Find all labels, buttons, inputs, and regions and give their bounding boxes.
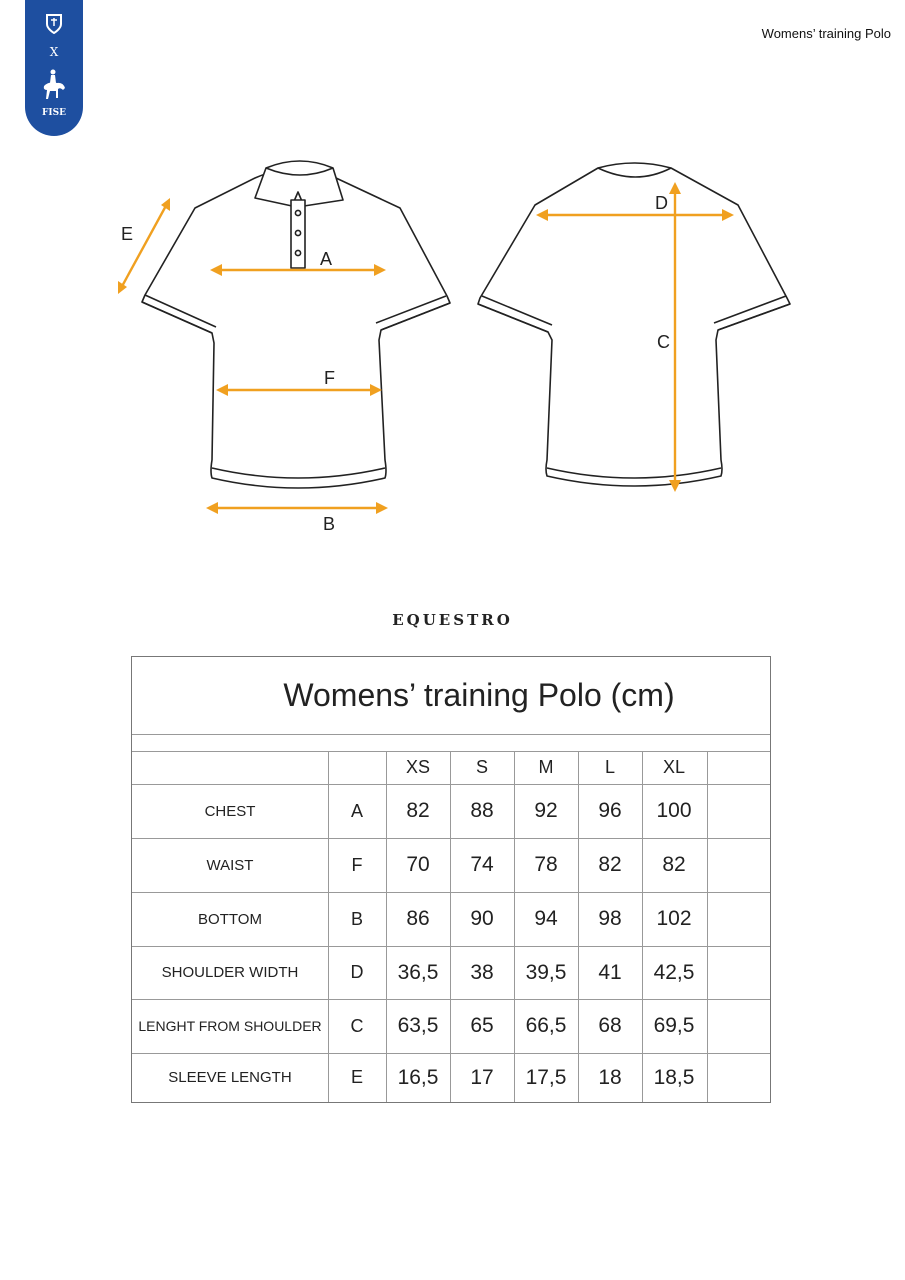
table-cell: 38 [470,960,494,984]
table-cell: 17 [470,1065,494,1089]
label-f: F [324,368,335,388]
table-cell: 39,5 [525,960,567,984]
table-cell: 82 [598,853,622,876]
row-name-bottom: BOTTOM [198,910,262,928]
label-a: A [320,249,333,269]
table-cell: 100 [656,799,692,822]
row-code-waist: F [351,854,363,875]
label-e: E [121,224,134,244]
table-cell: 68 [598,1014,622,1037]
table-cell: 90 [470,907,494,930]
polo-diagram [0,0,905,560]
table-cell: 36,5 [397,960,439,984]
table-cell: 69,5 [653,1014,695,1037]
table-cell: 74 [470,853,494,876]
table-cell: 70 [406,853,430,876]
size-header-xl: XL [662,757,686,777]
brand-logo: EQUESTRO [392,611,513,629]
size-header-xs: XS [405,757,430,777]
table-cell: 41 [598,960,622,984]
row-code-sleeve-length: E [350,1067,363,1087]
table-cell: 102 [656,907,692,930]
table-cell: 82 [406,799,430,822]
table-cell: 82 [662,853,686,876]
size-chart-table [131,656,771,1103]
row-code-bottom: B [350,908,363,929]
table-cell: 78 [534,853,558,876]
table-cell: 65 [470,1014,494,1037]
size-header-s: S [475,757,488,777]
table-cell: 16,5 [397,1065,439,1089]
table-cell: 17,5 [525,1065,567,1089]
table-cell: 92 [534,799,558,822]
table-cell: 42,5 [653,960,695,984]
table-cell: 63,5 [397,1014,439,1037]
table-cell: 98 [598,907,622,930]
label-b: B [323,514,336,534]
row-code-shoulder-width: D [350,962,364,982]
chart-title [132,657,770,735]
label-d: D [655,193,668,213]
chart-title-text: Womens’ training Polo (cm) [283,677,675,713]
row-name-sleeve-length: SLEEVE LENGTH [168,1069,292,1086]
badge-x: X [49,45,59,59]
table-cell: 86 [406,907,430,930]
row-name-shoulder-width: SHOULDER WIDTH [161,964,299,981]
row-name-waist: WAIST [206,856,254,874]
row-name-chest: CHEST [204,802,256,820]
label-c: C [657,332,670,352]
table-cell: 66,5 [525,1014,567,1037]
row-code-length-from-shoulder: C [350,1015,364,1036]
row-name-length-from-shoulder: LENGHT FROM SHOULDER [138,1018,322,1034]
table-cell: 18,5 [653,1065,695,1089]
table-cell: 88 [470,799,494,822]
page-header-title: Womens’ training Polo [761,26,891,41]
badge-text: FISE [42,108,66,118]
table-cell: 18 [598,1065,622,1089]
table-cell: 96 [598,799,622,822]
size-header-l: L [604,757,615,777]
row-code-chest: A [350,800,363,821]
back-shirt-outline [478,163,790,486]
size-header-m: M [538,757,554,777]
table-cell: 94 [534,907,558,930]
